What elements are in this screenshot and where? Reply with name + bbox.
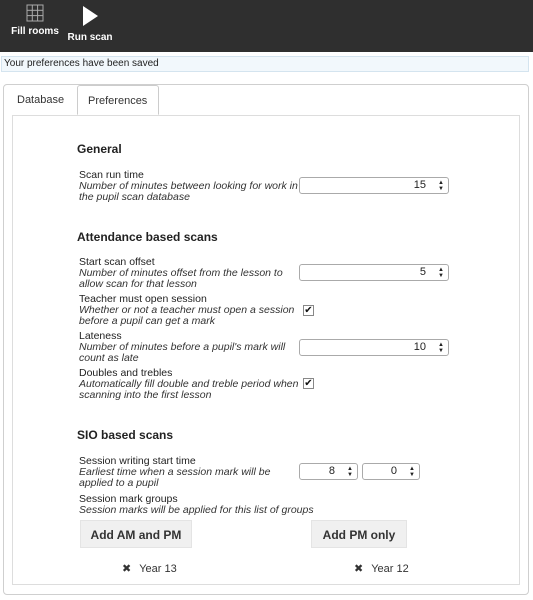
- scan-run-time-desc: Number of minutes between looking for work in the pupil scan database: [79, 180, 298, 203]
- lateness-title: Lateness: [79, 330, 122, 342]
- group-item-pm: [354, 562, 409, 575]
- session-minute-input[interactable]: [362, 463, 420, 480]
- lateness-label: [79, 331, 301, 364]
- attendance-heading: Attendance based scans: [77, 230, 218, 244]
- teacher-open-label: [79, 294, 301, 327]
- mark-groups-label: [79, 494, 339, 516]
- toolbar: [0, 0, 533, 52]
- lateness-value: 10: [413, 341, 426, 353]
- scan-run-time-label: [79, 170, 301, 203]
- start-scan-offset-spinner[interactable]: ▲ ▼: [438, 267, 444, 279]
- scan-run-time-input[interactable]: [299, 177, 449, 194]
- session-hour-value: 8: [328, 465, 335, 477]
- group-item-am-pm: [122, 562, 177, 575]
- start-scan-offset-desc: Number of minutes offset from the lesson to allow scan for that lesson: [79, 267, 283, 290]
- tab-database[interactable]: Database: [17, 94, 65, 106]
- session-hour-input[interactable]: [299, 463, 358, 480]
- grid-icon: [26, 4, 44, 22]
- session-start-desc: Earliest time when a session mark will be applied to a pupil: [79, 466, 271, 489]
- teacher-open-checkbox[interactable]: ✔: [304, 305, 313, 316]
- scan-run-time-value: 15: [413, 179, 426, 191]
- saved-notice: Your preferences have been saved: [1, 56, 529, 72]
- remove-icon[interactable]: ✖: [122, 563, 132, 575]
- start-scan-offset-title: Start scan offset: [79, 256, 155, 268]
- start-scan-offset-value: 5: [419, 266, 426, 278]
- session-start-title: Session writing start time: [79, 455, 196, 467]
- play-icon: [80, 4, 100, 28]
- session-start-label: [79, 456, 301, 489]
- sio-heading: SIO based scans: [77, 428, 174, 442]
- doubles-checkbox[interactable]: ✔: [304, 378, 313, 389]
- run-scan-label: Run scan: [67, 32, 113, 43]
- session-hour-spinner[interactable]: ▲ ▼: [347, 466, 353, 478]
- add-pm-only-button[interactable]: Add PM only: [311, 520, 407, 548]
- fill-rooms-button[interactable]: [10, 4, 60, 37]
- doubles-title: Doubles and trebles: [79, 367, 173, 379]
- start-scan-offset-label: [79, 257, 301, 290]
- scan-run-time-title: Scan run time: [79, 169, 144, 181]
- teacher-open-desc: Whether or not a teacher must open a session before a pupil can get a mark: [79, 304, 295, 327]
- group-name: Year 12: [371, 563, 409, 575]
- mark-groups-desc: Session marks will be applied for this list of groups: [79, 504, 314, 516]
- run-scan-button[interactable]: [66, 4, 114, 43]
- scan-run-time-spinner[interactable]: ▲ ▼: [438, 180, 444, 192]
- fill-rooms-label: Fill rooms: [11, 26, 59, 37]
- lateness-desc: Number of minutes before a pupil's mark will count as late: [79, 341, 286, 364]
- mark-groups-title: Session mark groups: [79, 493, 178, 505]
- start-scan-offset-input[interactable]: [299, 264, 449, 281]
- lateness-spinner[interactable]: ▲ ▼: [438, 342, 444, 354]
- add-am-pm-button[interactable]: Add AM and PM: [80, 520, 192, 548]
- doubles-label: [79, 368, 301, 401]
- general-heading: General: [77, 142, 122, 156]
- session-minute-spinner[interactable]: ▲ ▼: [409, 466, 415, 478]
- remove-icon[interactable]: ✖: [354, 563, 364, 575]
- doubles-desc: Automatically fill double and treble period when scanning into the first lesson: [79, 378, 299, 401]
- group-name: Year 13: [139, 563, 177, 575]
- tab-preferences[interactable]: Preferences: [77, 85, 159, 115]
- lateness-input[interactable]: [299, 339, 449, 356]
- session-minute-value: 0: [390, 465, 397, 477]
- teacher-open-title: Teacher must open session: [79, 293, 207, 305]
